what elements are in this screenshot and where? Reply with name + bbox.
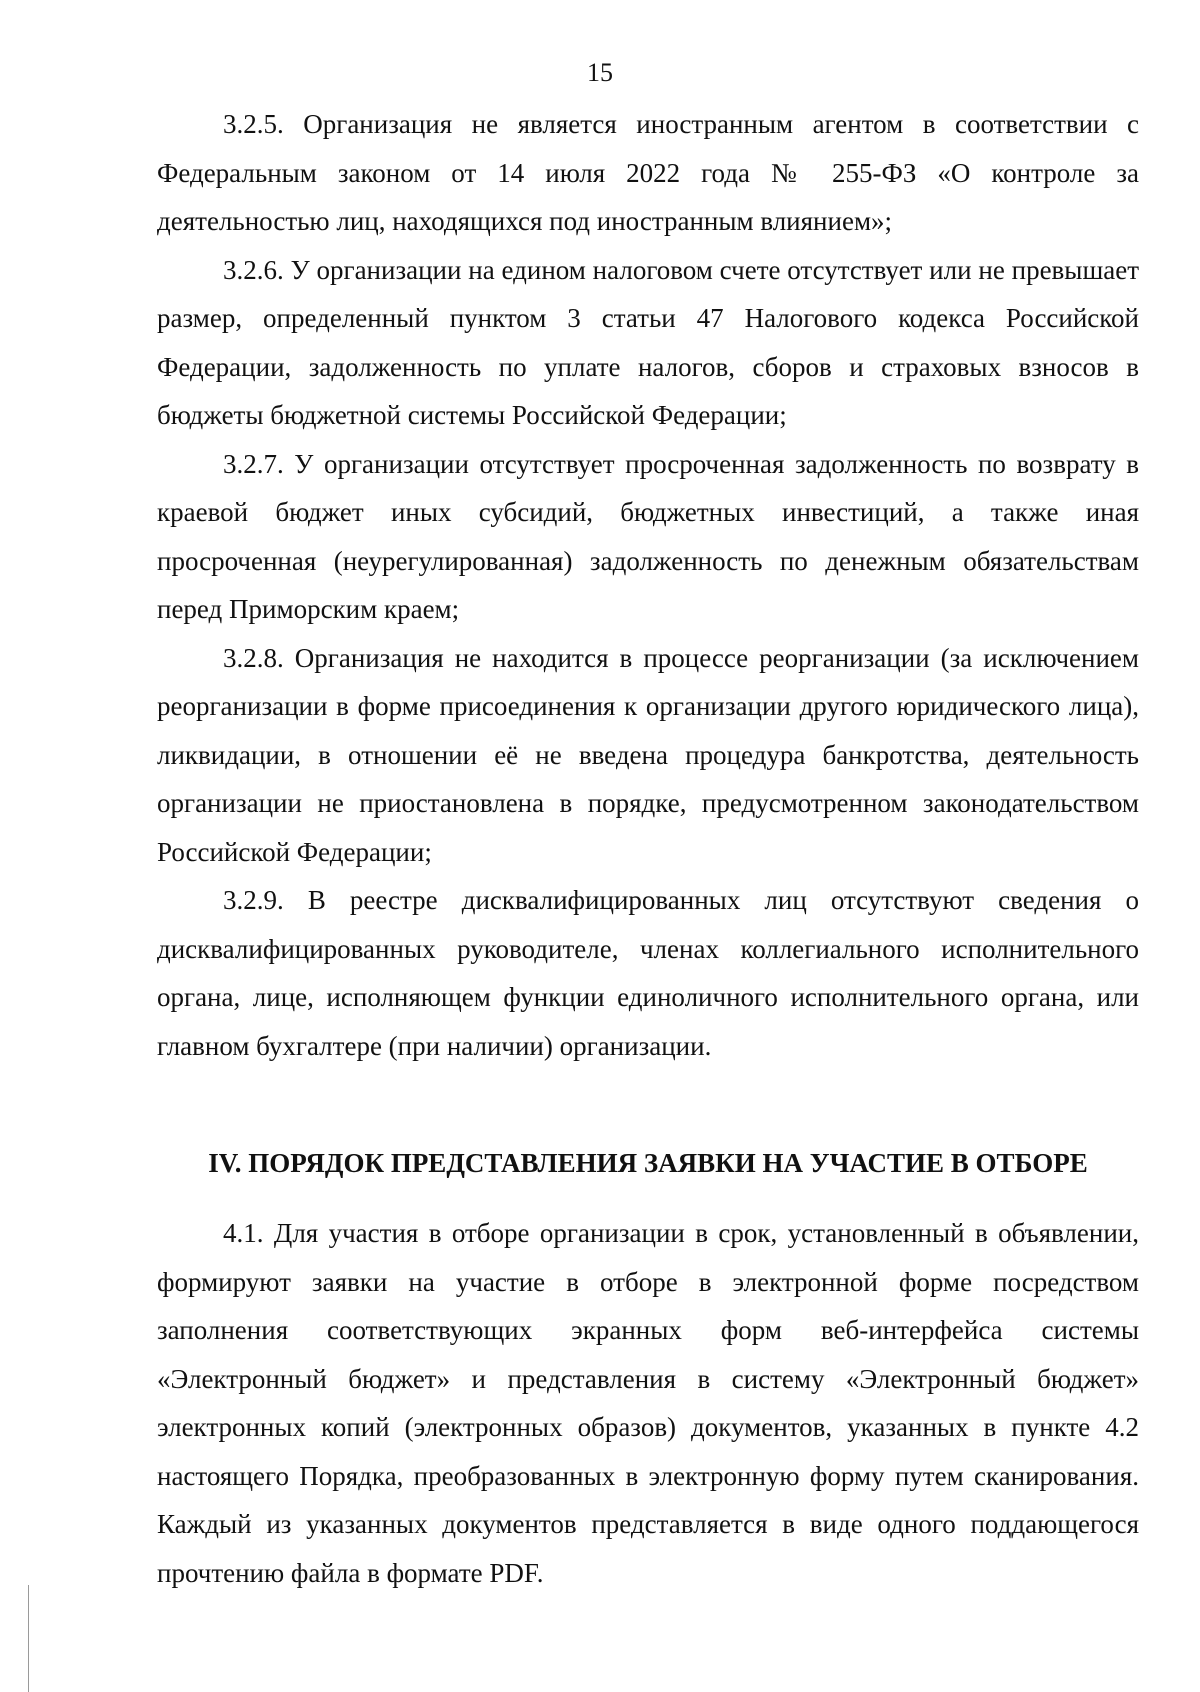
body-text-top	[157, 100, 1139, 1070]
paragraph-3-2-8: 3.2.8. Организация не находится в процессе реорганизации (за исключением реорганизации в форме присоединения к организации другого юридического лица), ликвидации, в отношении её не введена процедура банкротства, деятельность организации не приостановлена в порядке, предусмотренном законодательством Российской Федерации;	[157, 642, 1139, 867]
paragraph-3-2-7: 3.2.7. У организации отсутствует просроченная задолженность по возврату в краевой бюджет иных субсидий, бюджетных инвестиций, а также иная просроченная (неурегулированная) задолженность по денежным обязательствам перед Приморским краем;	[157, 448, 1139, 624]
scan-margin-line	[28, 1585, 29, 1692]
paragraph-3-2-9: 3.2.9. В реестре дисквалифицированных лиц отсутствуют сведения о дисквалифицированных руководителе, членах коллегиального исполнительного органа, лице, исполняющем функции единоличного исполнительного органа, или главном бухгалтере (при наличии) организации.	[157, 885, 1139, 1061]
body-text-bottom	[157, 1209, 1139, 1597]
paragraph-3-2-5: 3.2.5. Организация не является иностранным агентом в соответствии с Федеральным законом от 14 июля 2022 года № 255-ФЗ «О контроле за деятельностью лиц, находящихся под иностранным влиянием»;	[157, 109, 1139, 236]
paragraph-3-2-6: 3.2.6. У организации на едином налоговом счете отсутствует или не превышает размер, определенный пунктом 3 статьи 47 Налогового кодекса Российской Федерации, задолженность по уплате налогов, сборов и страховых взносов в бюджеты бюджетной системы Российской Федерации;	[157, 254, 1139, 430]
page-number: 15	[587, 58, 613, 87]
section-heading: IV. ПОРЯДОК ПРЕДСТАВЛЕНИЯ ЗАЯВКИ НА УЧАСТИЕ В ОТБОРЕ	[208, 1148, 1088, 1178]
paragraph-4-1: 4.1. Для участия в отборе организации в срок, установленный в объявлении, формируют заявки на участие в отборе в электронной форме посредством заполнения соответствующих экранных форм веб-интерфейса системы «Электронный бюджет» и представления в систему «Электронный бюджет» электронных копий (электронных образов) документов, указанных в пункте 4.2 настоящего Порядка, преобразованных в электронную форму путем сканирования. Каждый из указанных документов представляется в виде одного поддающегося прочтению файла в формате PDF.	[157, 1218, 1139, 1588]
